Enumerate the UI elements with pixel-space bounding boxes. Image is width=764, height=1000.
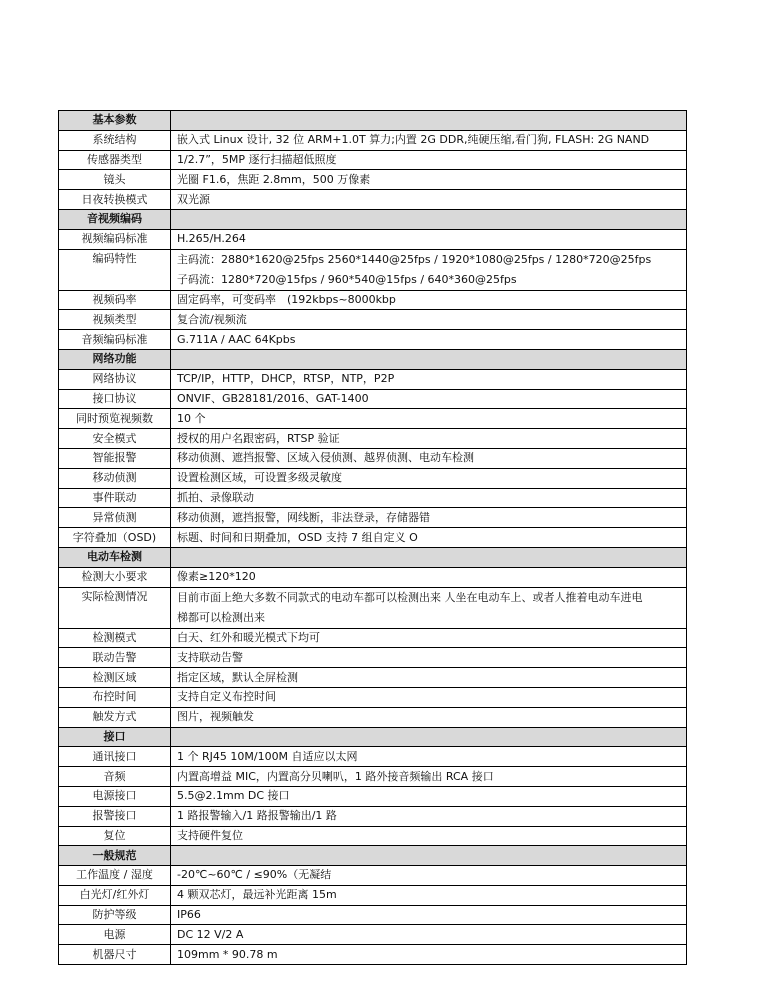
section-title: 接口 — [59, 727, 171, 747]
row-key: 网络协议 — [59, 369, 171, 389]
row-key: 音频 — [59, 767, 171, 787]
row-value: 双光源 — [171, 190, 687, 210]
section-title: 音视频编码 — [59, 209, 171, 229]
row-key: 检测区域 — [59, 668, 171, 688]
table-row — [59, 229, 687, 249]
row-value-line: 梯都可以检测出来 — [177, 610, 265, 624]
table-row — [59, 448, 687, 468]
table-row — [59, 528, 687, 548]
row-value: 内置高增益 MIC，内置高分贝喇叭，1 路外接音频输出 RCA 接口 — [171, 767, 687, 787]
table-row — [59, 806, 687, 826]
table-row — [59, 488, 687, 508]
section-header — [59, 209, 687, 229]
row-key: 白光灯/红外灯 — [59, 885, 171, 905]
row-value: 光圈 F1.6，焦距 2.8mm，500 万像素 — [171, 170, 687, 190]
row-key: 电源接口 — [59, 786, 171, 806]
row-value-line: 子码流：1280*720@15fps / 960*540@15fps / 640*360@25fps — [177, 272, 517, 286]
row-key: 电源 — [59, 925, 171, 945]
table-row — [59, 310, 687, 330]
row-value: 109mm * 90.78 m — [171, 945, 687, 965]
row-key: 智能报警 — [59, 448, 171, 468]
row-key: 机器尺寸 — [59, 945, 171, 965]
row-value: 移动侦测、遮挡报警、区域入侵侦测、越界侦测、电动车检测 — [171, 448, 687, 468]
row-value: 4 颗双芯灯，最远补光距离 15m — [171, 885, 687, 905]
row-key: 传感器类型 — [59, 150, 171, 170]
section-title: 电动车检测 — [59, 547, 171, 567]
row-value: 支持自定义布控时间 — [171, 687, 687, 707]
table-row — [59, 866, 687, 886]
table-row — [59, 747, 687, 767]
table-row — [59, 648, 687, 668]
table-row — [59, 170, 687, 190]
row-value: 设置检测区域，可设置多级灵敏度 — [171, 468, 687, 488]
row-key: 日夜转换模式 — [59, 190, 171, 210]
row-value: 白天、红外和暖光模式下均可 — [171, 628, 687, 648]
row-key: 事件联动 — [59, 488, 171, 508]
table-row — [59, 687, 687, 707]
row-value: 1/2.7”，5MP 逐行扫描超低照度 — [171, 150, 687, 170]
row-key: 接口协议 — [59, 389, 171, 409]
row-value: 10 个 — [171, 409, 687, 429]
row-value-line: 目前市面上绝大多数不同款式的电动车都可以检测出来 人坐在电动车上、或者人推着电动车进电 — [177, 590, 643, 604]
table-row — [59, 945, 687, 965]
row-value: DC 12 V/2 A — [171, 925, 687, 945]
row-value: 1 路报警输入/1 路报警输出/1 路 — [171, 806, 687, 826]
table-row — [59, 409, 687, 429]
row-key: 系统结构 — [59, 130, 171, 150]
table-row — [59, 389, 687, 409]
table-row — [59, 369, 687, 389]
row-key: 字符叠加（OSD) — [59, 528, 171, 548]
row-value: 图片，视频触发 — [171, 707, 687, 727]
table-row — [59, 130, 687, 150]
row-key: 通讯接口 — [59, 747, 171, 767]
table-row — [59, 290, 687, 310]
table-row — [59, 567, 687, 587]
row-value: ONVIF、GB28181/2016、GAT-1400 — [171, 389, 687, 409]
section-header — [59, 349, 687, 369]
row-value: 支持硬件复位 — [171, 826, 687, 846]
section-header — [59, 547, 687, 567]
row-value: 移动侦测，遮挡报警，网线断，非法登录，存储器错 — [171, 508, 687, 528]
row-value-line: 主码流：2880*1620@25fps 2560*1440@25fps / 1920*1080@25fps / 1280*720@25fps — [177, 252, 652, 266]
table-row — [59, 668, 687, 688]
row-key: 报警接口 — [59, 806, 171, 826]
row-key: 异常侦测 — [59, 508, 171, 528]
section-title: 基本参数 — [59, 111, 171, 131]
row-key: 检测大小要求 — [59, 567, 171, 587]
table-row — [59, 826, 687, 846]
section-header — [59, 727, 687, 747]
row-key: 布控时间 — [59, 687, 171, 707]
row-value: 支持联动告警 — [171, 648, 687, 668]
table-row — [59, 767, 687, 787]
table-row — [59, 330, 687, 350]
row-value: 5.5@2.1mm DC 接口 — [171, 786, 687, 806]
row-value: 像素≥120*120 — [171, 567, 687, 587]
table-row — [59, 429, 687, 449]
row-key: 防护等级 — [59, 905, 171, 925]
spec-table — [58, 110, 687, 965]
section-title: 网络功能 — [59, 349, 171, 369]
row-value: 抓拍、录像联动 — [171, 488, 687, 508]
row-key: 同时预览视频数 — [59, 409, 171, 429]
row-key: 检测模式 — [59, 628, 171, 648]
row-value: 标题、时间和日期叠加，OSD 支持 7 组自定义 O — [171, 528, 687, 548]
row-value: -20℃~60℃ / ≤90%（无凝结 — [171, 866, 687, 886]
row-key: 音频编码标准 — [59, 330, 171, 350]
table-row — [59, 249, 687, 290]
section-header — [59, 846, 687, 866]
section-title: 一般规范 — [59, 846, 171, 866]
table-row — [59, 707, 687, 727]
row-key: 复位 — [59, 826, 171, 846]
table-row — [59, 587, 687, 628]
section-header — [59, 111, 687, 131]
row-key: 编码特性 — [59, 249, 171, 290]
row-key: 实际检测情况 — [59, 587, 171, 628]
table-row — [59, 786, 687, 806]
table-row — [59, 628, 687, 648]
row-value: 1 个 RJ45 10M/100M 自适应以太网 — [171, 747, 687, 767]
row-value: 固定码率，可变码率 (192kbps~8000kbp — [171, 290, 687, 310]
row-key: 安全模式 — [59, 429, 171, 449]
row-value — [171, 587, 687, 628]
table-row — [59, 150, 687, 170]
table-row — [59, 190, 687, 210]
row-key: 工作温度 / 湿度 — [59, 866, 171, 886]
row-key: 联动告警 — [59, 648, 171, 668]
row-key: 视频类型 — [59, 310, 171, 330]
row-key: 镜头 — [59, 170, 171, 190]
table-row — [59, 885, 687, 905]
row-key: 移动侦测 — [59, 468, 171, 488]
row-value: IP66 — [171, 905, 687, 925]
row-key: 视频编码标准 — [59, 229, 171, 249]
table-row — [59, 508, 687, 528]
row-value: 指定区域，默认全屏检测 — [171, 668, 687, 688]
row-value: H.265/H.264 — [171, 229, 687, 249]
row-key: 视频码率 — [59, 290, 171, 310]
row-value: G.711A / AAC 64Kpbs — [171, 330, 687, 350]
row-value: 授权的用户名跟密码，RTSP 验证 — [171, 429, 687, 449]
table-row — [59, 468, 687, 488]
table-row — [59, 905, 687, 925]
table-row — [59, 925, 687, 945]
row-value: 复合流/视频流 — [171, 310, 687, 330]
row-value: TCP/IP，HTTP，DHCP，RTSP，NTP，P2P — [171, 369, 687, 389]
row-key: 触发方式 — [59, 707, 171, 727]
row-value — [171, 249, 687, 290]
row-value: 嵌入式 Linux 设计, 32 位 ARM+1.0T 算力;内置 2G DDR,纯硬压缩,看门狗, FLASH: 2G NAND — [171, 130, 687, 150]
